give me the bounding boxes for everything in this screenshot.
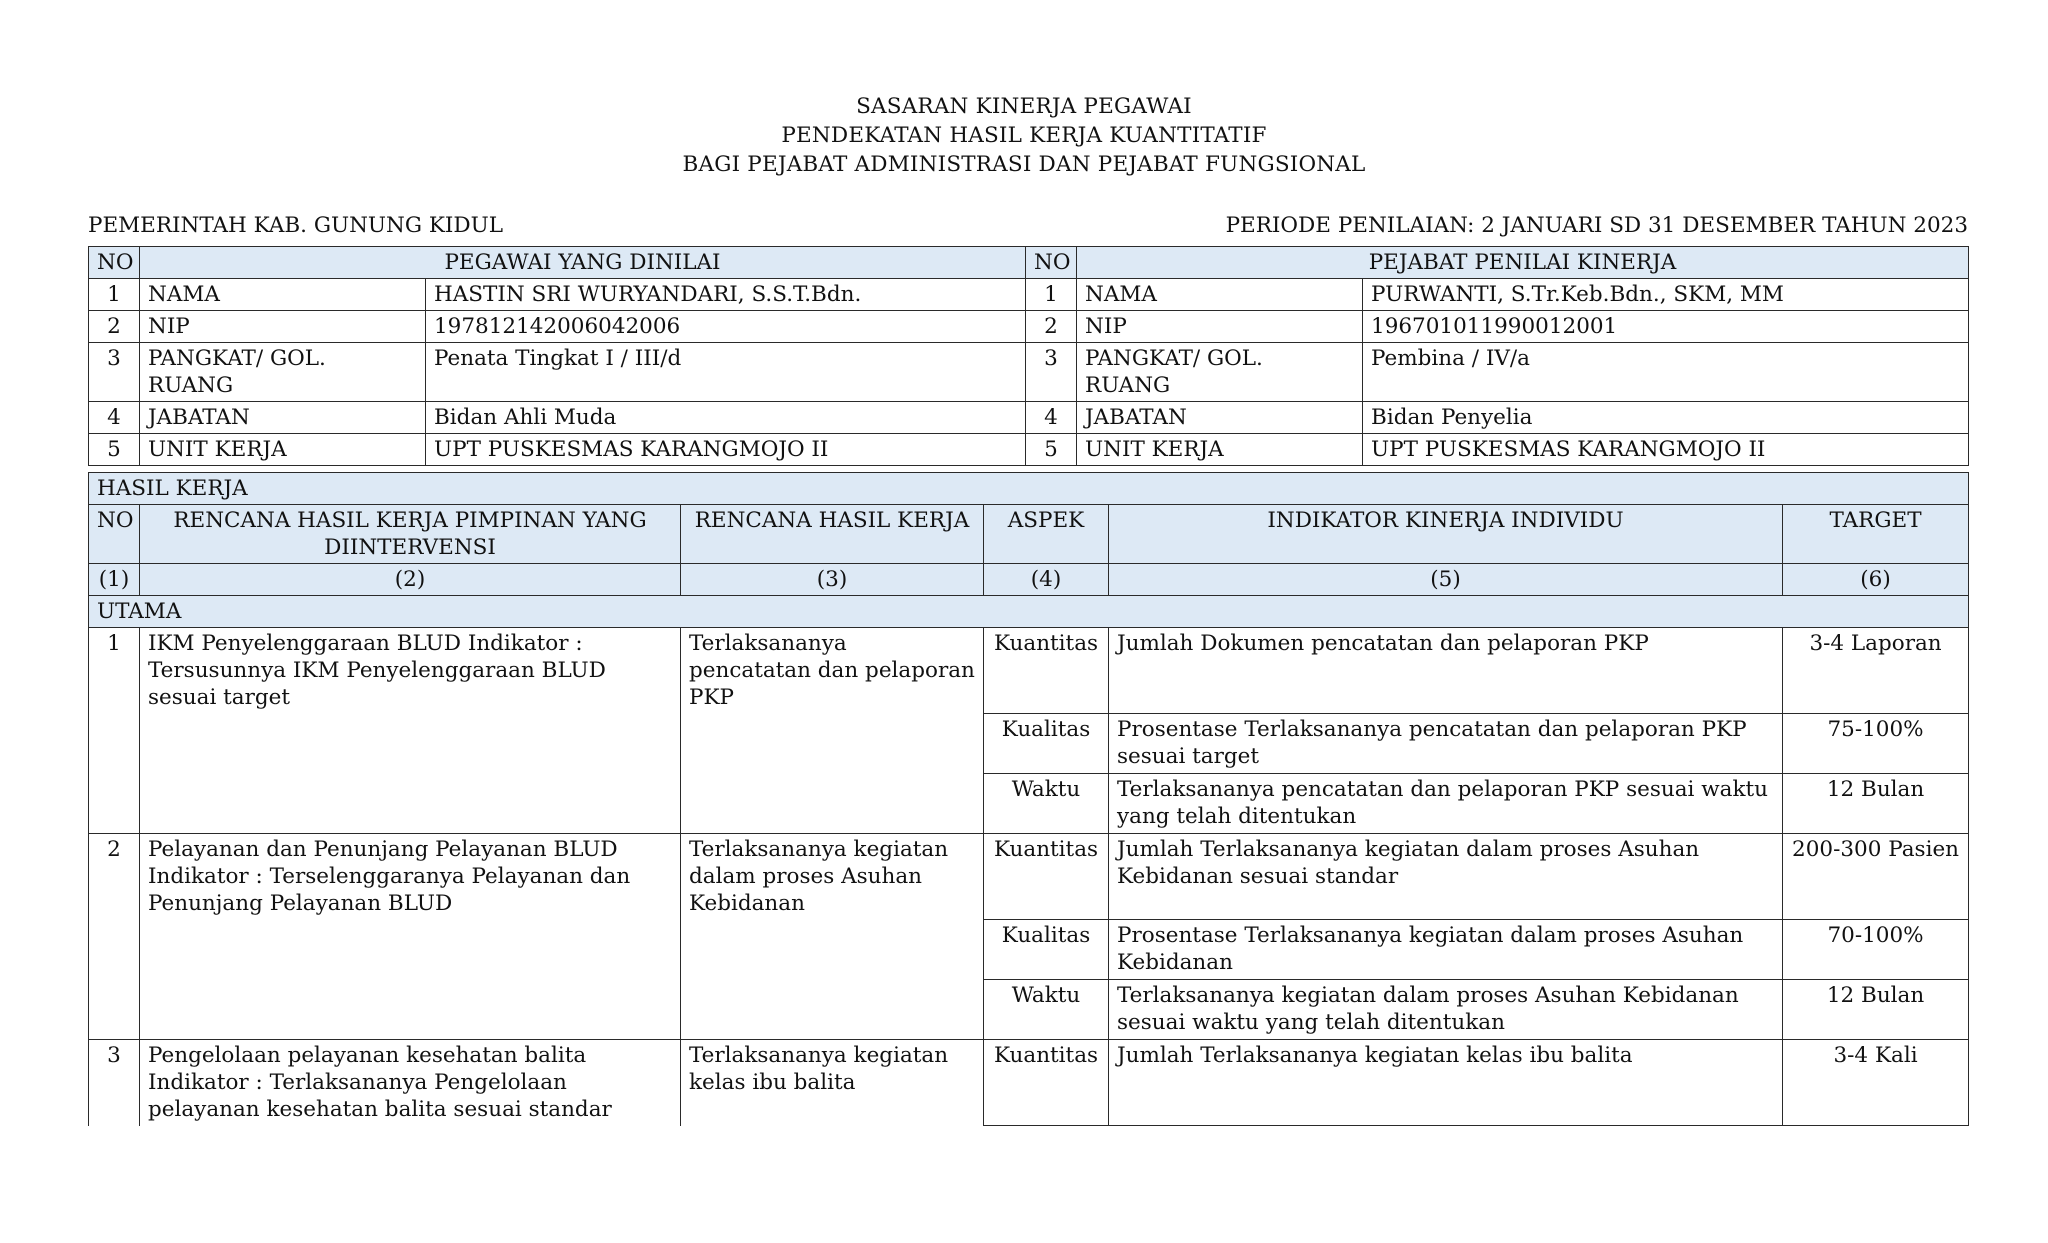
target-cell: 3-4 Laporan bbox=[1783, 628, 1969, 714]
penilai-value: 196701011990012001 bbox=[1363, 311, 1969, 343]
field-label: NAMA bbox=[140, 279, 426, 311]
col-number: (3) bbox=[681, 564, 984, 596]
document-title bbox=[0, 92, 2048, 179]
pegawai-value: HASTIN SRI WURYANDARI, S.S.T.Bdn. bbox=[426, 279, 1026, 311]
item-number: 2 bbox=[89, 834, 140, 1040]
target-cell: 200-300 Pasien bbox=[1783, 834, 1969, 920]
field-label: UNIT KERJA bbox=[140, 434, 426, 466]
row-number: 5 bbox=[89, 434, 140, 466]
row-number: 3 bbox=[1026, 343, 1077, 402]
field-label: NAMA bbox=[1077, 279, 1363, 311]
periode-label: PERIODE PENILAIAN: 2 JANUARI SD 31 DESEMBER TAHUN 2023 bbox=[1225, 213, 1968, 238]
col-no-header: NO bbox=[89, 505, 140, 564]
no-header: NO bbox=[1026, 247, 1077, 279]
aspek-cell: Kualitas bbox=[984, 714, 1109, 774]
iki-cell: Terlaksananya kegiatan dalam proses Asuhan Kebidanan sesuai waktu yang telah ditentukan bbox=[1109, 980, 1783, 1040]
identity-row bbox=[89, 311, 1969, 343]
col-number: (5) bbox=[1109, 564, 1783, 596]
penilai-value: UPT PUSKESMAS KARANGMOJO II bbox=[1363, 434, 1969, 466]
aspek-cell: Kuantitas bbox=[984, 628, 1109, 714]
row-number: 2 bbox=[1026, 311, 1077, 343]
column-number-row bbox=[89, 564, 1969, 596]
col-number: (4) bbox=[984, 564, 1109, 596]
field-label: UNIT KERJA bbox=[1077, 434, 1363, 466]
col-target-header: TARGET bbox=[1783, 505, 1969, 564]
rhk-cell: Terlaksananya pencatatan dan pelaporan PKP bbox=[681, 628, 984, 834]
target-cell: 12 Bulan bbox=[1783, 774, 1969, 834]
field-label: NIP bbox=[1077, 311, 1363, 343]
hasil-kerja-row bbox=[89, 834, 1969, 920]
hasil-kerja-row bbox=[89, 1040, 1969, 1126]
rhk-pimpinan-cell: Pengelolaan pelayanan kesehatan balita Indikator : Terlaksananya Pengelolaan pelayanan kesehatan balita sesuai standar bbox=[140, 1040, 681, 1126]
rhk-pimpinan-cell: IKM Penyelenggaraan BLUD Indikator : Tersusunnya IKM Penyelenggaraan BLUD sesuai target bbox=[140, 628, 681, 834]
row-number: 3 bbox=[89, 343, 140, 402]
penilai-value: Pembina / IV/a bbox=[1363, 343, 1969, 402]
field-label: JABATAN bbox=[1077, 402, 1363, 434]
identity-header-row bbox=[89, 247, 1969, 279]
identity-row bbox=[89, 343, 1969, 402]
title-line-3: BAGI PEJABAT ADMINISTRASI DAN PEJABAT FUNGSIONAL bbox=[682, 152, 1366, 177]
target-cell: 70-100% bbox=[1783, 920, 1969, 980]
iki-cell: Jumlah Terlaksananya kegiatan kelas ibu balita bbox=[1109, 1040, 1783, 1126]
no-header: NO bbox=[89, 247, 140, 279]
rhk-cell: Terlaksananya kegiatan kelas ibu balita bbox=[681, 1040, 984, 1126]
col-number: (6) bbox=[1783, 564, 1969, 596]
aspek-cell: Waktu bbox=[984, 980, 1109, 1040]
field-label: NIP bbox=[140, 311, 426, 343]
iki-cell: Jumlah Terlaksananya kegiatan dalam proses Asuhan Kebidanan sesuai standar bbox=[1109, 834, 1783, 920]
col-number: (1) bbox=[89, 564, 140, 596]
pegawai-value: Penata Tingkat I / III/d bbox=[426, 343, 1026, 402]
aspek-cell: Kuantitas bbox=[984, 834, 1109, 920]
group-row bbox=[89, 596, 1969, 628]
penilai-header: PEJABAT PENILAI KINERJA bbox=[1077, 247, 1969, 279]
field-label: JABATAN bbox=[140, 402, 426, 434]
row-number: 1 bbox=[1026, 279, 1077, 311]
identity-table bbox=[88, 246, 1969, 466]
aspek-cell: Waktu bbox=[984, 774, 1109, 834]
hasil-kerja-table bbox=[88, 472, 1969, 1126]
instansi-label: PEMERINTAH KAB. GUNUNG KIDUL bbox=[88, 213, 504, 238]
item-number: 3 bbox=[89, 1040, 140, 1126]
item-number: 1 bbox=[89, 628, 140, 834]
pegawai-header: PEGAWAI YANG DINILAI bbox=[140, 247, 1026, 279]
pegawai-value: UPT PUSKESMAS KARANGMOJO II bbox=[426, 434, 1026, 466]
target-cell: 3-4 Kali bbox=[1783, 1040, 1969, 1126]
rhk-pimpinan-cell: Pelayanan dan Penunjang Pelayanan BLUD Indikator : Terselenggaranya Pelayanan dan Penunjang Pelayanan BLUD bbox=[140, 834, 681, 1040]
aspek-cell: Kuantitas bbox=[984, 1040, 1109, 1126]
target-cell: 12 Bulan bbox=[1783, 980, 1969, 1040]
penilai-value: PURWANTI, S.Tr.Keb.Bdn., SKM, MM bbox=[1363, 279, 1969, 311]
col-rhk-header: RENCANA HASIL KERJA bbox=[681, 505, 984, 564]
row-number: 1 bbox=[89, 279, 140, 311]
field-label: PANGKAT/ GOL. RUANG bbox=[1077, 343, 1363, 402]
penilai-value: Bidan Penyelia bbox=[1363, 402, 1969, 434]
hasil-kerja-header-row bbox=[89, 505, 1969, 564]
hasil-kerja-section-row bbox=[89, 473, 1969, 505]
identity-row bbox=[89, 402, 1969, 434]
target-cell: 75-100% bbox=[1783, 714, 1969, 774]
title-line-2: PENDEKATAN HASIL KERJA KUANTITATIF bbox=[781, 123, 1267, 148]
identity-row bbox=[89, 434, 1969, 466]
title-line-1: SASARAN KINERJA PEGAWAI bbox=[856, 94, 1192, 119]
field-label: PANGKAT/ GOL. RUANG bbox=[140, 343, 426, 402]
identity-row bbox=[89, 279, 1969, 311]
hasil-kerja-row bbox=[89, 628, 1969, 714]
iki-cell: Terlaksananya pencatatan dan pelaporan PKP sesuai waktu yang telah ditentukan bbox=[1109, 774, 1783, 834]
col-iki-header: INDIKATOR KINERJA INDIVIDU bbox=[1109, 505, 1783, 564]
iki-cell: Jumlah Dokumen pencatatan dan pelaporan PKP bbox=[1109, 628, 1783, 714]
hasil-kerja-label: HASIL KERJA bbox=[89, 473, 1969, 505]
iki-cell: Prosentase Terlaksananya kegiatan dalam proses Asuhan Kebidanan bbox=[1109, 920, 1783, 980]
col-number: (2) bbox=[140, 564, 681, 596]
rhk-cell: Terlaksananya kegiatan dalam proses Asuhan Kebidanan bbox=[681, 834, 984, 1040]
col-rhk-pimpinan-header: RENCANA HASIL KERJA PIMPINAN YANG DIINTERVENSI bbox=[140, 505, 681, 564]
pegawai-value: 197812142006042006 bbox=[426, 311, 1026, 343]
row-number: 4 bbox=[89, 402, 140, 434]
row-number: 4 bbox=[1026, 402, 1077, 434]
row-number: 2 bbox=[89, 311, 140, 343]
pegawai-value: Bidan Ahli Muda bbox=[426, 402, 1026, 434]
group-label-utama: UTAMA bbox=[89, 596, 1969, 628]
iki-cell: Prosentase Terlaksananya pencatatan dan pelaporan PKP sesuai target bbox=[1109, 714, 1783, 774]
aspek-cell: Kualitas bbox=[984, 920, 1109, 980]
row-number: 5 bbox=[1026, 434, 1077, 466]
col-aspek-header: ASPEK bbox=[984, 505, 1109, 564]
